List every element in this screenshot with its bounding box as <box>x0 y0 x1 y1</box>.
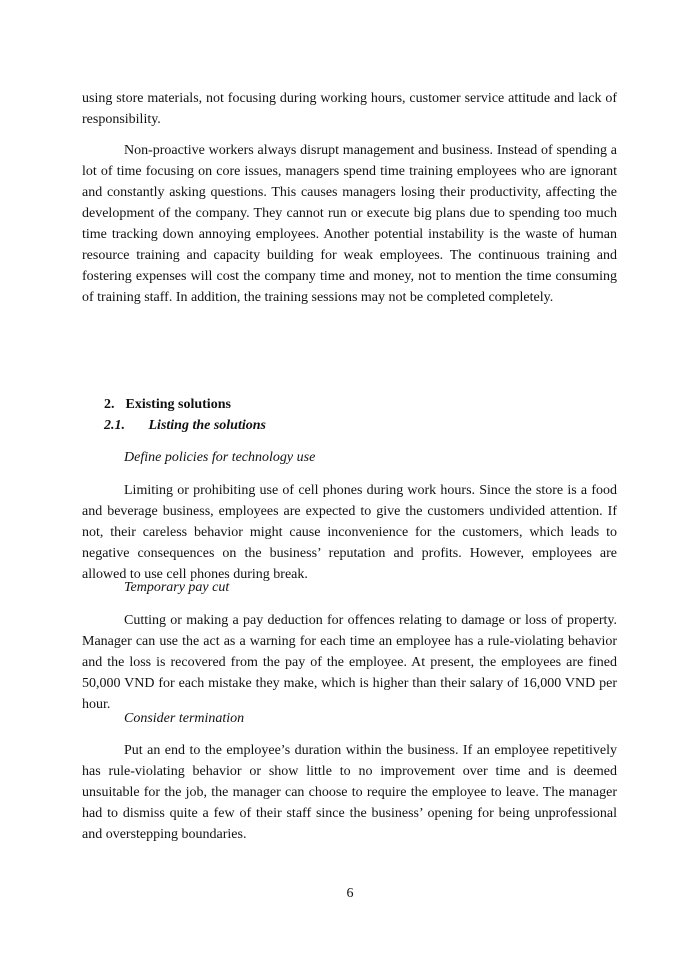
page-number: 6 <box>346 886 354 901</box>
solution-heading-pay-cut: Temporary pay cut <box>124 580 230 595</box>
solution-heading-termination: Consider termination <box>124 711 245 726</box>
solution-heading-technology-policy: Define policies for technology use <box>124 450 316 465</box>
section-number: 2. <box>104 397 115 412</box>
subsection-title: Listing the solutions <box>148 418 266 433</box>
solution-body-technology-policy: Limiting or prohibiting use of cell phones during work hours. Since the store is a food and beverage business, employees are expected to give the customers undivided attention. If not, their careless behavior might cause inconvenience for the customers, which leads to negative consequences on the business’ reputation and profits. However, employees are allowed to use cell phones during break. <box>82 483 617 582</box>
section-title: Existing solutions <box>125 397 231 412</box>
paragraph-non-proactive-workers: Non-proactive workers always disrupt management and business. Instead of spending a lot of time focusing on core issues, managers spend time training employees who are ignorant and constantly asking questions. This causes managers losing their productivity, affecting the development of the company. They cannot run or execute big plans due to spending too much time tracking down annoying employees. Another potential instability is the waste of human resource training and capacity building for weak employees. The continuous training and fostering expenses will cost the company time and money, not to mention the time consuming of training staff. In addition, the training sessions may not be completed completely. <box>82 143 617 305</box>
solution-body-termination: Put an end to the employee’s duration within the business. If an employee repetitively has rule-violating behavior or show little to no improvement over time and is deemed unsuitable for the job, the manager can choose to require the employee to leave. The manager had to dismiss quite a few of their staff since the business’ opening for being unprofessional and overstepping boundaries. <box>82 743 617 842</box>
section-heading <box>104 397 231 413</box>
subsection-heading <box>104 418 266 434</box>
paragraph-continuation: using store materials, not focusing during working hours, customer service attitude and lack of responsibility. <box>82 91 617 127</box>
subsection-number: 2.1. <box>104 418 125 433</box>
solution-body-pay-cut: Cutting or making a pay deduction for offences relating to damage or loss of property. Manager can use the act as a warning for each time an employee has a rule-violating behavior and the loss is recovered from the pay of the employee. At present, the employees are fined 50,000 VND for each mistake they make, which is higher than their salary of 16,000 VND per hour. <box>82 613 617 712</box>
